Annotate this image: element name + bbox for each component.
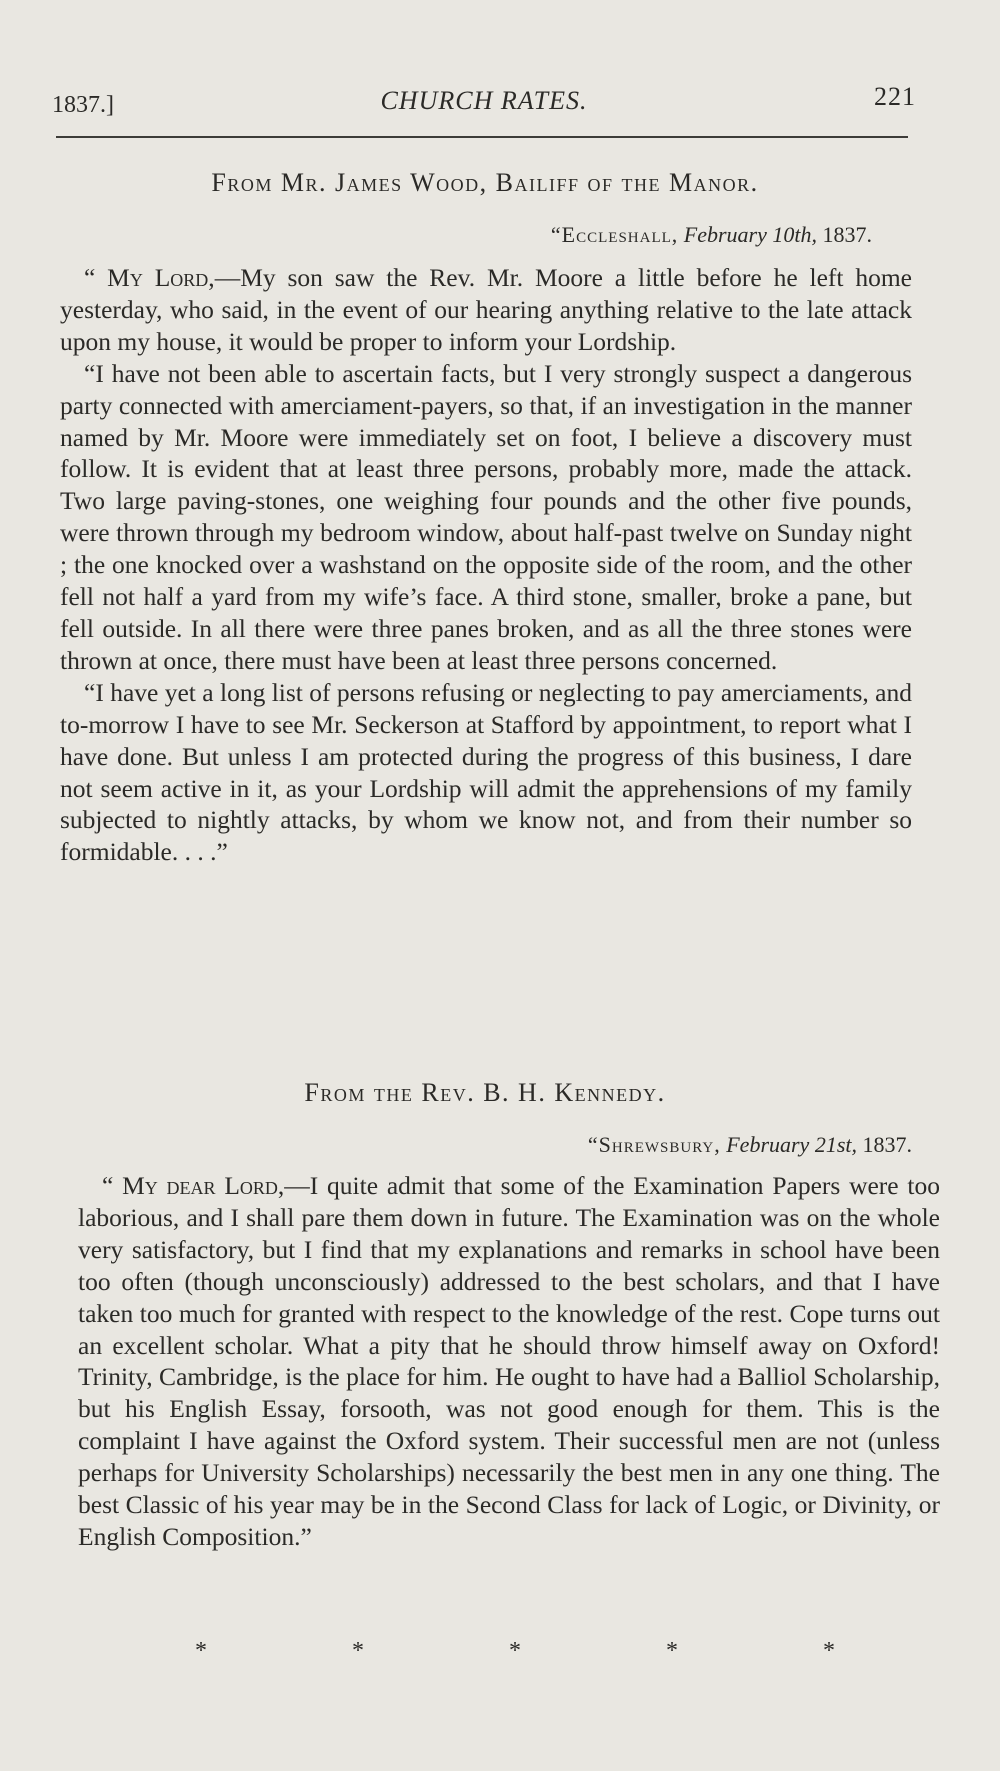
asterisk: * (666, 1638, 678, 1664)
dateline-place: “Eccleshall, (550, 222, 679, 247)
running-header (52, 82, 916, 122)
salutation: “ My Lord, (84, 263, 215, 292)
asterisk: * (352, 1638, 364, 1664)
letter-heading-wood: From Mr. James Wood, Bailiff of the Manor. (211, 168, 759, 197)
dateline-year: 1837. (822, 222, 872, 247)
dateline-shrewsbury (588, 1132, 912, 1158)
header-title: CHURCH RATES. (380, 86, 588, 115)
header-year: 1837.] (52, 92, 114, 118)
paragraph: “I have yet a long list of persons refusing or neglecting to pay amerciaments, and to-morrow I have to see Mr. Seckerson at Stafford by appointment, to report what I have done. But unless I am protected during the progress of this business, I dare not seem active in it, as your Lordship will admit the apprehensions of my family subjected to nightly attacks, by whom we know not, and from their number so formidable. . . .” (60, 677, 912, 867)
header-rule (56, 136, 908, 138)
dateline-date: February 21st, (726, 1132, 857, 1157)
letter-body-kennedy (78, 1170, 940, 1553)
letter-heading-kennedy: From the Rev. B. H. Kennedy. (304, 1078, 666, 1107)
asterisk: * (823, 1638, 835, 1664)
paragraph: “I have not been able to ascertain facts, but I very strongly suspect a dangerous party connected with amerciament-payers, so that, if an investigation in the manner named by Mr. Moore were immediately set on foot, I believe a discovery must follow. It is evident that at least three persons, probably more, made the attack. Two large paving-stones, one weighing four pounds and the other five pounds, were thrown through my bedroom window, about half-past twelve on Sunday night ; the one knocked over a washstand on the opposite side of the room, and the other fell not half a yard from my wife’s face. A third stone, smaller, broke a pane, but fell outside. In all there were three panes broken, and as all the three stones were thrown at once, there must have been at least three persons concerned. (60, 358, 912, 675)
letter-body-wood (60, 262, 912, 868)
dateline-eccleshall (551, 222, 872, 248)
asterisk: * (195, 1638, 207, 1664)
salutation: “ My dear Lord, (102, 1171, 285, 1200)
dateline-date: February 10th, (683, 222, 817, 247)
paragraph: “ My dear Lord,—I quite admit that some of the Examination Papers were too laborious, and I shall pare them down in future. The Examination was on the whole very satisfactory, but I find that my explanations and remarks in school have been too often (though unconsciously) addressed to the best scholars, and that I have taken too much for granted with respect to the knowledge of the rest. Cope turns out an excellent scholar. What a pity that he should throw himself away on Oxford! Trinity, Cambridge, is the place for him. He ought to have had a Balliol Scholarship, but his English Essay, forsooth, was not good enough for them. This is the complaint I have against the Oxford system. Their successful men are not (unless perhaps for University Scholarships) necessarily the best men in any one thing. The best Classic of his year may be in the Second Class for lack of Logic, or Divinity, or English Composition.” (78, 1171, 940, 1551)
asterisk: * (509, 1638, 521, 1664)
dateline-year: 1837. (862, 1132, 912, 1157)
paragraph: “ My Lord,—My son saw the Rev. Mr. Moore a little before he left home yesterday, who said, in the event of our hearing anything relative to the late attack upon my house, it would be proper to inform your Lordship. (60, 263, 913, 356)
section-separator (195, 1638, 835, 1665)
page-number: 221 (874, 82, 916, 111)
dateline-place: “Shrewsbury, (587, 1132, 721, 1157)
